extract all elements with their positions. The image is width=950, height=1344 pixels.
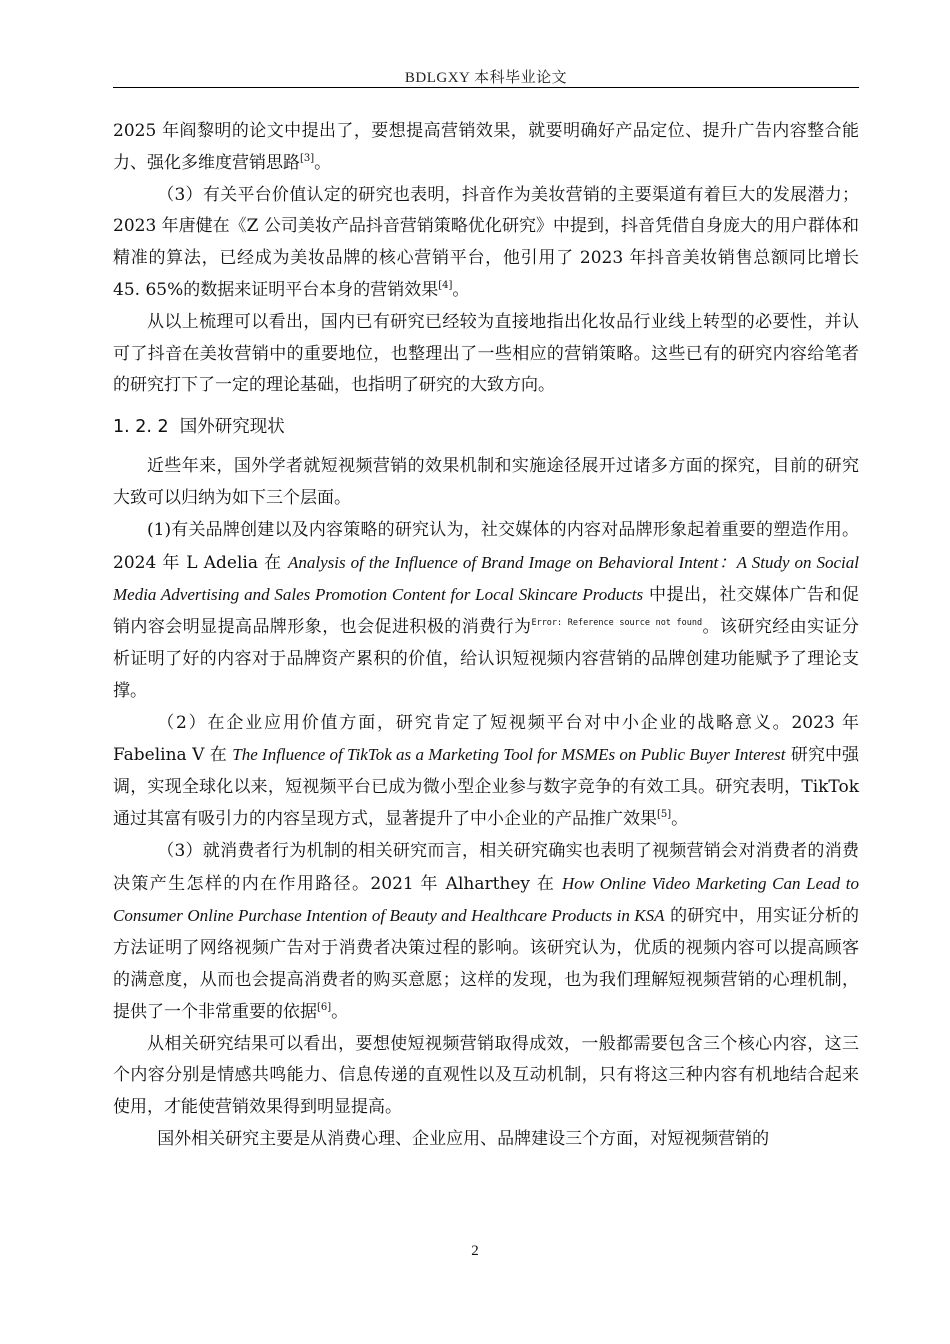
paragraph-7-pre: （3）就消费者行为机制的相关研究而言，相关研究确实也表明了视频营销会对消费者的消费决策产生怎样的内在作用路径。2021 年 Alharthey 在 — [113, 840, 859, 894]
header-rule — [113, 87, 859, 88]
paragraph-1-text: 2025 年阎黎明的论文中提出了，要想提高营销效果，就要明确好产品定位、提升广告内容整合能力、强化多维度营销思路 — [113, 121, 859, 173]
reference-error: Error: Reference source not found — [531, 618, 703, 629]
citation-6: [6] — [317, 1001, 332, 1013]
paragraph-3-text: 从以上梳理可以看出，国内已有研究已经较为直接地指出化妆品行业线上转型的必要性，并认可了抖音在美妆营销中的重要地位，也整理出了一些相应的营销策略。这些已有的研究内容给笔者的研究打下了一定的理论基础，也指明了研究的大致方向。 — [113, 311, 859, 396]
paragraph-8 — [113, 1029, 859, 1124]
paragraph-9-text: 国外相关研究主要是从消费心理、企业应用、品牌建设三个方面，对短视频营销的 — [157, 1128, 770, 1149]
paragraph-6-end: 。 — [671, 808, 689, 829]
cited-title-alharthey: How Online Video Marketing Can Lead to Consumer Online Purchase Intention of Beauty and Healthcare Products in KSA — [113, 873, 859, 926]
paragraph-1 — [113, 116, 859, 180]
paragraph-5 — [113, 515, 859, 708]
citation-5: [5] — [657, 808, 672, 820]
document-body — [113, 116, 859, 1156]
paragraph-4-text: 近些年来，国外学者就短视频营销的效果机制和实施途径展开过诸多方面的探究，目前的研究大致可以归纳为如下三个层面。 — [113, 456, 859, 508]
paragraph-6-pre: （2）在企业应用价值方面，研究肯定了短视频平台对中小企业的战略意义。2023 年 Fabelina V 在 — [113, 712, 859, 766]
paragraph-4 — [113, 451, 859, 515]
page-number: 2 — [471, 1243, 479, 1259]
paragraph-2-text: （3）有关平台价值认定的研究也表明，抖音作为美妆营销的主要渠道有着巨大的发展潜力；2023 年唐健在《Z 公司美妆产品抖音营销策略优化研究》中提到，抖音凭借自身庞大的用户群体和精准的算法，已经成为美妆品牌的核心营销平台，他引用了 2023 年抖音美妆销售总额同比增长 45. 65%的数据来证明平台本身的营销效果 — [113, 184, 859, 300]
paragraph-7 — [113, 836, 859, 1029]
citation-4: [4] — [438, 279, 453, 291]
paragraph-3 — [113, 307, 859, 402]
paragraph-6-post: 研究中强调，实现全球化以来，短视频平台已成为微小型企业参与数字竞争的有效工具。研究表明，TikTok 通过其富有吸引力的内容呈现方式，显著提升了中小企业的产品推广效果 — [113, 745, 859, 829]
cited-title-adelia: Analysis of the Influence of Brand Image on Behavioral Intent：A Study on Social Media Advertising and Sales Promotion Content for Local Skincare Products — [113, 552, 859, 605]
paragraph-1-end: 。 — [314, 152, 332, 173]
paragraph-2 — [113, 180, 859, 307]
paragraph-2-end: 。 — [452, 279, 470, 300]
page-header: BDLGXY 本科毕业论文 — [404, 70, 568, 86]
citation-3: [3] — [300, 152, 315, 164]
paragraph-7-post: 的研究中，用实证分析的方法证明了网络视频广告对于消费者决策过程的影响。该研究认为，优质的视频内容可以提高顾客的满意度，从而也会提高消费者的购买意愿；这样的发现，也为我们理解短视频营销的心理机制，提供了一个非常重要的依据 — [113, 906, 860, 1022]
paragraph-6 — [113, 708, 859, 836]
section-number: 1. 2. 2 — [113, 417, 169, 438]
paragraph-5-end: 。该研究经由实证分析证明了好的内容对于品牌资产累积的价值，给认识短视频内容营销的品牌创建功能赋予了理论支撑。 — [113, 617, 859, 701]
section-title: 国外研究现状 — [179, 417, 285, 438]
section-heading — [113, 410, 859, 444]
paragraph-7-end: 。 — [331, 1001, 349, 1022]
paragraph-5-post: 中提出，社交媒体广告和促销内容会明显提高品牌形象，也会促进积极的消费行为 — [113, 585, 859, 638]
paragraph-5-pre: (1)有关品牌创建以及内容策略的研究认为，社交媒体的内容对品牌形象起着重要的塑造作用。2024 年 L Adelia 在 — [113, 519, 859, 573]
paragraph-9 — [113, 1124, 859, 1156]
cited-title-fabelina: The Influence of TikTok as a Marketing Tool for MSMEs on Public Buyer Interest — [232, 745, 786, 765]
paragraph-8-text: 从相关研究结果可以看出，要想使短视频营销取得成效，一般都需要包含三个核心内容，这三个内容分别是情感共鸣能力、信息传递的直观性以及互动机制，只有将这三种内容有机地结合起来使用，才能使营销效果得到明显提高。 — [113, 1033, 859, 1118]
